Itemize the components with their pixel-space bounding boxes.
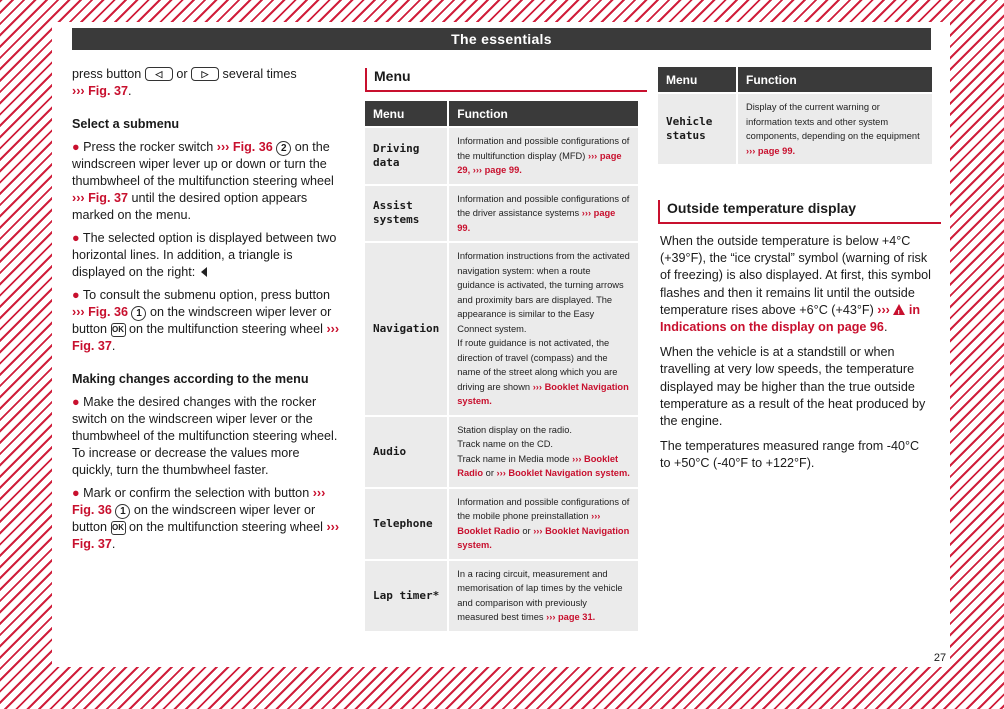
col-header-function: Function	[738, 67, 932, 92]
menu-item-telephone: Telephone	[365, 489, 449, 559]
table-header-row	[365, 101, 638, 126]
submenu-heading: Select a submenu	[72, 117, 180, 131]
table-row	[365, 128, 638, 184]
col-header-function: Function	[449, 101, 638, 126]
booklet-ref-link[interactable]: ››› Booklet Navigation system.	[457, 525, 630, 550]
menu-section-title: Menu	[365, 68, 647, 92]
fig-ref-link[interactable]: ››› Fig. 37	[72, 84, 128, 98]
instructions-column	[72, 66, 342, 559]
page-ref-link[interactable]: ››› page 29, ››› page 99.	[457, 150, 622, 175]
menu-item-lap-timer: Lap timer*	[365, 561, 449, 631]
bullet-icon: ●	[72, 231, 80, 245]
paragraph: When the outside temperature is below +4°C (+39°F), the “ice crystal” symbol (warning of risk of freezing) is also displayed. At first, this symbol flashes and then it remains lit until the outside temperature rises above +6°C (+43°F) ››› ! in Indications on the display on page 96.	[660, 233, 932, 336]
menu-item-vehicle-status: Vehicle status	[658, 94, 738, 164]
table-row	[658, 94, 932, 164]
page-ref-link[interactable]: ››› page 31.	[546, 612, 596, 622]
menu-item-assist-systems: Assist systems	[365, 186, 449, 242]
function-cell: Information and possible configurations of the multifunction display (MFD) ››› page 29, ››› page 99.	[449, 128, 638, 184]
bullet-icon: ●	[72, 395, 80, 409]
fig-ref-link[interactable]: ››› Fig. 36	[216, 140, 273, 154]
fig-ref-link[interactable]: ››› Fig. 37	[72, 520, 340, 551]
function-cell: Information and possible configurations of the driver assistance systems ››› page 99.	[449, 186, 638, 242]
bullet-item: ● The selected option is displayed between two horizontal lines. In addition, a triangle is displayed on the right:	[72, 231, 337, 279]
function-cell: Station display on the radio. Track name on the CD. Track name in Media mode ››› Booklet Radio or ››› Booklet Navigation system.	[449, 417, 638, 487]
fig-ref-link[interactable]: ››› Fig. 36	[72, 486, 326, 517]
fig-ref-link[interactable]: ››› Fig. 36	[72, 305, 128, 319]
button-right-icon: ▷	[191, 67, 219, 81]
booklet-ref-link[interactable]: ››› Booklet Navigation system.	[457, 381, 629, 406]
paragraph: The temperatures measured range from -40°C to +50°C (-40°F to +122°F).	[660, 439, 920, 471]
changes-heading: Making changes according to the menu	[72, 372, 309, 386]
page-ref-link[interactable]: in Indications on the display on page 96	[660, 302, 921, 335]
table-row	[365, 417, 638, 487]
booklet-ref-link[interactable]: ››› Booklet Radio	[457, 453, 619, 478]
function-cell: Information instructions from the activated navigation system: when a route guidance is activated, the turning arrows and proximity bars are displayed. The appearance is similar to the Easy Connect system. If route guidance is not activated, the direction of travel (compass) and the name of the street along which you are driving are shown ››› Booklet Navigation system.	[449, 243, 638, 415]
table-row	[365, 561, 638, 631]
bullet-item: ● To consult the submenu option, press button ››› Fig. 36 1 on the windscreen wiper lever or button OK on the multifunction steering wheel ››› Fig. 37.	[72, 288, 340, 353]
booklet-ref-link[interactable]: ››› Booklet Radio	[457, 511, 601, 536]
table-row	[365, 186, 638, 242]
page-ref-link[interactable]: ››› page 99.	[746, 145, 796, 156]
callout-number: 1	[131, 306, 146, 321]
function-cell: Information and possible configurations of the mobile phone preinstallation ››› Booklet Radio or ››› Booklet Navigation system.	[449, 489, 638, 559]
page-header: The essentials	[72, 28, 931, 50]
bullet-icon: ●	[72, 486, 80, 500]
page-ref-link[interactable]: ››› page 99.	[457, 208, 616, 233]
function-cell: In a racing circuit, measurement and memorisation of lap times by the vehicle and comparison with previously measured best times ››› page 31.	[449, 561, 638, 631]
table-header-row	[658, 67, 932, 92]
menu-table-continued	[658, 65, 932, 166]
button-left-icon: ◁	[145, 67, 173, 81]
outside-temp-title: Outside temperature display	[658, 200, 941, 224]
outside-temp-text	[660, 233, 932, 481]
function-cell: Display of the current warning or information texts and other system components, depending on the equipment ››› page 99.	[738, 94, 932, 164]
triangle-left-icon	[201, 267, 207, 277]
bullet-icon: ●	[72, 140, 80, 154]
ok-button-icon: OK	[111, 521, 126, 535]
paragraph: When the vehicle is at a standstill or when travelling at very low speeds, the temperature displayed may be higher than the true outside temperature as a result of the heat produced by the engine.	[660, 345, 926, 429]
bullet-item: ● Make the desired changes with the rocker switch on the windscreen wiper lever or the thumbwheel of the multifunction steering wheel. To increase or decrease the values more quickly, turn the thumbwheel faster.	[72, 395, 338, 477]
bullet-item: ● Press the rocker switch ››› Fig. 36 2 on the windscreen wiper lever up or down or turn the thumbwheel of the multifunction steering wheel ››› Fig. 37 until the desired option appears marked on the menu.	[72, 140, 334, 222]
intro-paragraph: press button ◁ or ▷ several times ››› Fig. 37.	[72, 67, 297, 98]
col-header-menu: Menu	[365, 101, 449, 126]
warning-icon	[893, 304, 905, 315]
callout-number: 1	[115, 504, 130, 519]
menu-item-navigation: Navigation	[365, 243, 449, 415]
menu-table	[365, 99, 638, 633]
page-number: 27	[933, 652, 947, 664]
booklet-ref-link[interactable]: ››› Booklet Navigation system.	[496, 468, 630, 478]
table-row	[365, 243, 638, 415]
table-row	[365, 489, 638, 559]
bullet-icon: ●	[72, 288, 80, 302]
menu-item-driving-data: Driving data	[365, 128, 449, 184]
fig-ref-link[interactable]: ››› Fig. 37	[72, 322, 340, 353]
ok-button-icon: OK	[111, 323, 126, 337]
fig-ref-link[interactable]: ››› Fig. 37	[72, 191, 128, 205]
menu-item-audio: Audio	[365, 417, 449, 487]
manual-page	[52, 22, 950, 667]
bullet-item: ● Mark or confirm the selection with button ››› Fig. 36 1 on the windscreen wiper lever or button OK on the multifunction steering wheel ››› Fig. 37.	[72, 486, 340, 551]
callout-number: 2	[276, 141, 291, 156]
col-header-menu: Menu	[658, 67, 738, 92]
